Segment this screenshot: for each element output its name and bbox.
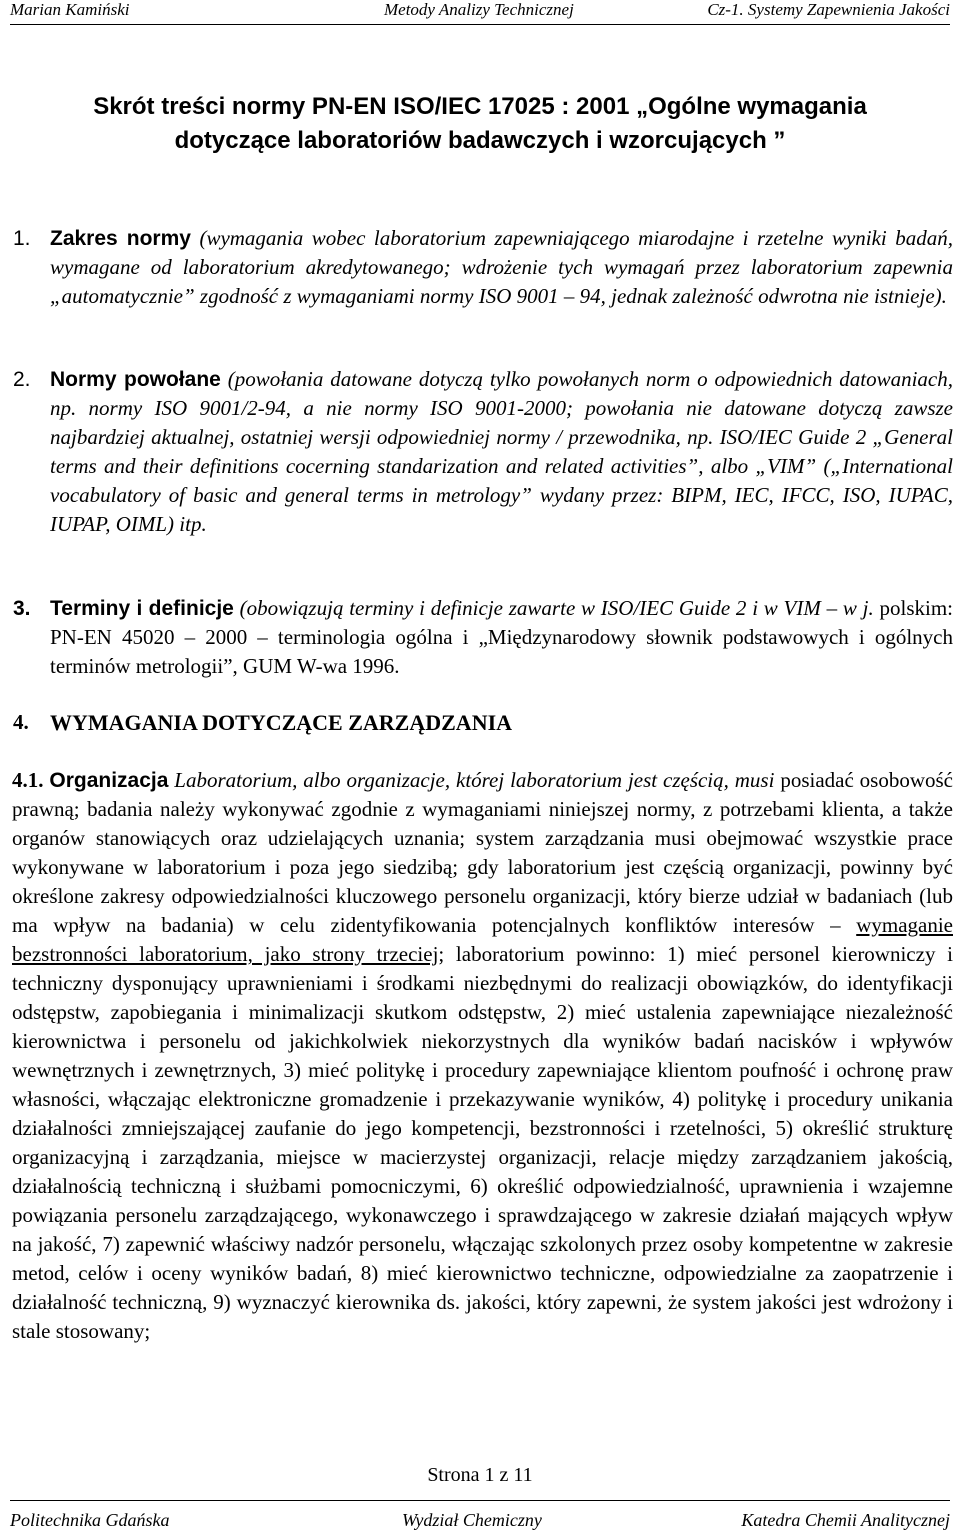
section-1-heading: Zakres normy	[50, 227, 191, 250]
section-3-heading: Terminy i definicje	[50, 597, 234, 620]
section-4	[13, 708, 953, 737]
footer-university: Politechnika Gdańska	[10, 1510, 170, 1530]
header-author: Marian Kamiński	[10, 0, 130, 19]
section-4-1-heading: Organizacja	[49, 769, 169, 792]
page-number: Strona 1 z 11	[427, 1464, 533, 1486]
section-3-body	[50, 594, 953, 681]
title-line-2: dotyczące laboratoriów badawczych i wzorcujących ”	[174, 127, 786, 154]
section-4-1-number: 4.1.	[12, 768, 44, 792]
header-chapter: Cz-1. Systemy Zapewnienia Jakości	[707, 0, 950, 19]
section-3-text: polskim: PN-EN 45020 – 2000 – terminologia ogólna i „Międzynarodowy słownik podstawowych i ogólnych terminów metrologii”, GUM W-wa 1996.	[50, 596, 954, 678]
section-4-1	[12, 766, 953, 1346]
section-2-heading: Normy powołane	[50, 368, 221, 391]
footer-faculty: Wydział Chemiczny	[402, 1510, 542, 1530]
section-1-number: 1.	[13, 227, 31, 250]
section-4-1-text-b: ; laboratorium powinno: 1) mieć personel kierowniczy i techniczny dysponujący uprawnieniami i środkami niezbędnymi do realizacji obowiązków, do identyfikacji odstępstw, zapobiegania i minimalizacji skutkom odstępstw, 2) mieć ustalenia zapewniające niezależność kierownictwa i personelu od jakichkolwiek niekorzystnych dla wyników badań nacisków i wpływów wewnętrznych i zewnętrznych, 3) mieć politykę i procedury zapewniające klientom poufność i ochronę praw własności, włączając elektroniczne gromadzenie i przekazywanie wyników, 4) politykę i procedury unikania działalności zmniejszającej zaufanie do jego kompetencji, bezstronności i rzetelności, 5) określić strukturę organizacyjną i zarządzania, miejsce w macierzystej organizacji, relacje między zarządzaniem jakością, działalnością techniczną i służbami pomocniczymi, 6) określić odpowiedzialność, uprawnienia i wzajemne powiązania personelu zarządzającego, wykonawczego i sprawdzającego w zakresie działań mających wpływ na jakość, 7) zapewnić właściwy nadzór personelu, włączając szkolonych przez osoby kompetentne w zakresie metod, celów i oceny wyników badań, 8) mieć kierownictwo techniczne, odpowiedzialne za zaopatrzenie i działalność techniczną, 9) wyznaczyć kierownika ds. jakości, który zapewni, że system jakości jest wdrożony i stale stosowany;	[12, 942, 953, 1343]
section-4-heading: WYMAGANIA DOTYCZĄCE ZARZĄDZANIA	[50, 710, 513, 735]
section-4-1-text-a: posiadać osobowość prawną; badania należy wykonywać zgodnie z wymaganiami niniejszej normy, z potrzebami klienta, a także organów stanowiących oraz udzielających uznania; system zarządzania musi obejmować wszystkie prace wykonywane w laboratorium i poza jego siedzibą; gdy laboratorium jest częścią organizacji, powinny być określone zakresy odpowiedzialności kluczowego personelu organizacji, który bierze udział w badaniach (lub ma wpływ na badania) w celu zidentyfikowania potencjalnych konfliktów interesów –	[12, 768, 954, 937]
section-1-text: (wymagania wobec laboratorium zapewniającego miarodajne i rzetelne wyniki badań, wymagane od laboratorium akredytowanego; wdrożenie tych wymagań przez laboratorium zapewnia „automatycznie” zgodność z wymaganiami normy ISO 9001 – 94, jednak zależność odwrotna nie istnieje).	[50, 226, 953, 308]
section-1	[13, 224, 953, 311]
section-2-body	[50, 365, 953, 539]
section-3-text-italic: (obowiązują terminy i definicje zawarte w ISO/IEC Guide 2 i w VIM – w j.	[233, 596, 874, 620]
section-2-text: (powołania datowane dotyczą tylko powołanych norm o odpowiednich datowaniach, np. normy ISO 9001/2-94, a nie normy ISO 9001-2000; powołania nie datowane dotyczą zawsze najbardziej aktualnej, ostatniej wersji odpowiedniej normy / przewodnika, np. ISO/IEC Guide 2 „General terms and their definitions cocerning standarization and related activities”, albo „VIM” („International vocabulatory of basic and general terms in metrology” wydany przez: BIPM, IEC, IFCC, ISO, IUPAC, IUPAP, OIML) itp.	[50, 367, 953, 536]
section-2	[13, 365, 953, 539]
section-3	[13, 594, 953, 681]
section-3-number: 3.	[13, 597, 31, 620]
section-4-1-lead: Laboratorium, albo organizacje, której laboratorium jest częścią, musi	[168, 768, 775, 792]
title-line-1: Skrót treści normy PN-EN ISO/IEC 17025 : 2001 „Ogólne wymagania	[93, 93, 867, 120]
header-course: Metody Analizy Technicznej	[384, 0, 574, 19]
document-title	[60, 90, 900, 158]
footer-department: Katedra Chemii Analitycznej	[741, 1510, 950, 1530]
page-footer	[10, 1500, 950, 1535]
section-4-1-underlined: wymaganie bezstronności laboratorium, jako strony trzeciej	[12, 913, 953, 966]
section-4-number: 4.	[13, 710, 29, 734]
section-1-body	[50, 224, 953, 311]
page-header	[10, 0, 950, 25]
section-2-number: 2.	[13, 368, 31, 391]
